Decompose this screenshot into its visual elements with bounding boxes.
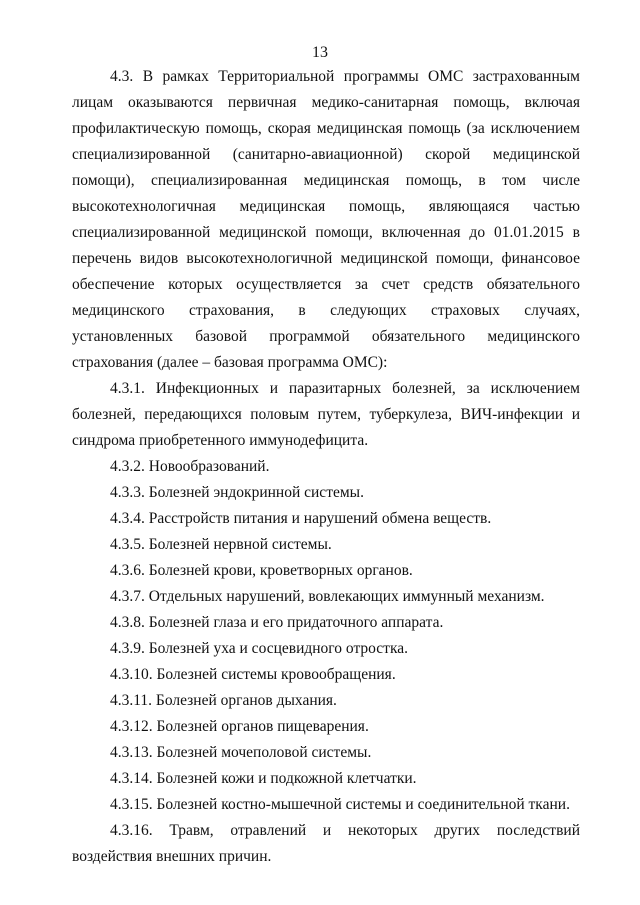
- paragraph-4-3-6: 4.3.6. Болезней крови, кроветворных органов.: [110, 562, 413, 579]
- paragraph-4-3-1: 4.3.1. Инфекционных и паразитарных болезней, за исключением болезней, передающихся половым путем, туберкулеза, ВИЧ-инфекции и синдрома приобретенного иммунодефицита.: [72, 380, 580, 449]
- paragraph-4-3-8: 4.3.8. Болезней глаза и его придаточного аппарата.: [110, 614, 444, 631]
- paragraph-4-3-11: 4.3.11. Болезней органов дыхания.: [110, 692, 337, 709]
- paragraph-4-3-15: 4.3.15. Болезней костно-мышечной системы и соединительной ткани.: [110, 796, 570, 813]
- paragraph-4-3: 4.3. В рамках Территориальной программы ОМС застрахованным лицам оказываются первичная медико-санитарная помощь, включая профилактическую помощь, скорая медицинская помощь (за исключением специализированной (санитарно-авиационной) скорой медицинской помощи), специализированная медицинская помощь, в том числе высокотехнологичная медицинская помощь, являющаяся частью специализированной медицинской помощи, включенная до 01.01.2015 в перечень видов высокотехнологичной медицинской помощи, финансовое обеспечение которых осуществляется за счет средств обязательного медицинского страхования, в следующих страховых случаях, установленных базовой программой обязательного медицинского страхования (далее – базовая программа ОМС):: [72, 68, 580, 371]
- paragraph-4-3-13: 4.3.13. Болезней мочеполовой системы.: [110, 744, 372, 761]
- paragraph-4-3-3: 4.3.3. Болезней эндокринной системы.: [110, 484, 364, 501]
- paragraph-4-3-7: 4.3.7. Отдельных нарушений, вовлекающих иммунный механизм.: [110, 588, 545, 605]
- paragraph-4-3-12: 4.3.12. Болезней органов пищеварения.: [110, 718, 369, 735]
- page-number: 13: [312, 44, 328, 61]
- document-body: [72, 64, 580, 870]
- paragraph-4-3-2: 4.3.2. Новообразований.: [110, 458, 270, 475]
- paragraph-4-3-14: 4.3.14. Болезней кожи и подкожной клетчатки.: [110, 770, 417, 787]
- paragraph-4-3-16: 4.3.16. Травм, отравлений и некоторых других последствий воздействия внешних причин.: [72, 822, 580, 865]
- paragraph-4-3-9: 4.3.9. Болезней уха и сосцевидного отростка.: [110, 640, 408, 657]
- paragraph-4-3-4: 4.3.4. Расстройств питания и нарушений обмена веществ.: [110, 510, 492, 527]
- paragraph-4-3-10: 4.3.10. Болезней системы кровообращения.: [110, 666, 396, 683]
- paragraph-4-3-5: 4.3.5. Болезней нервной системы.: [110, 536, 332, 553]
